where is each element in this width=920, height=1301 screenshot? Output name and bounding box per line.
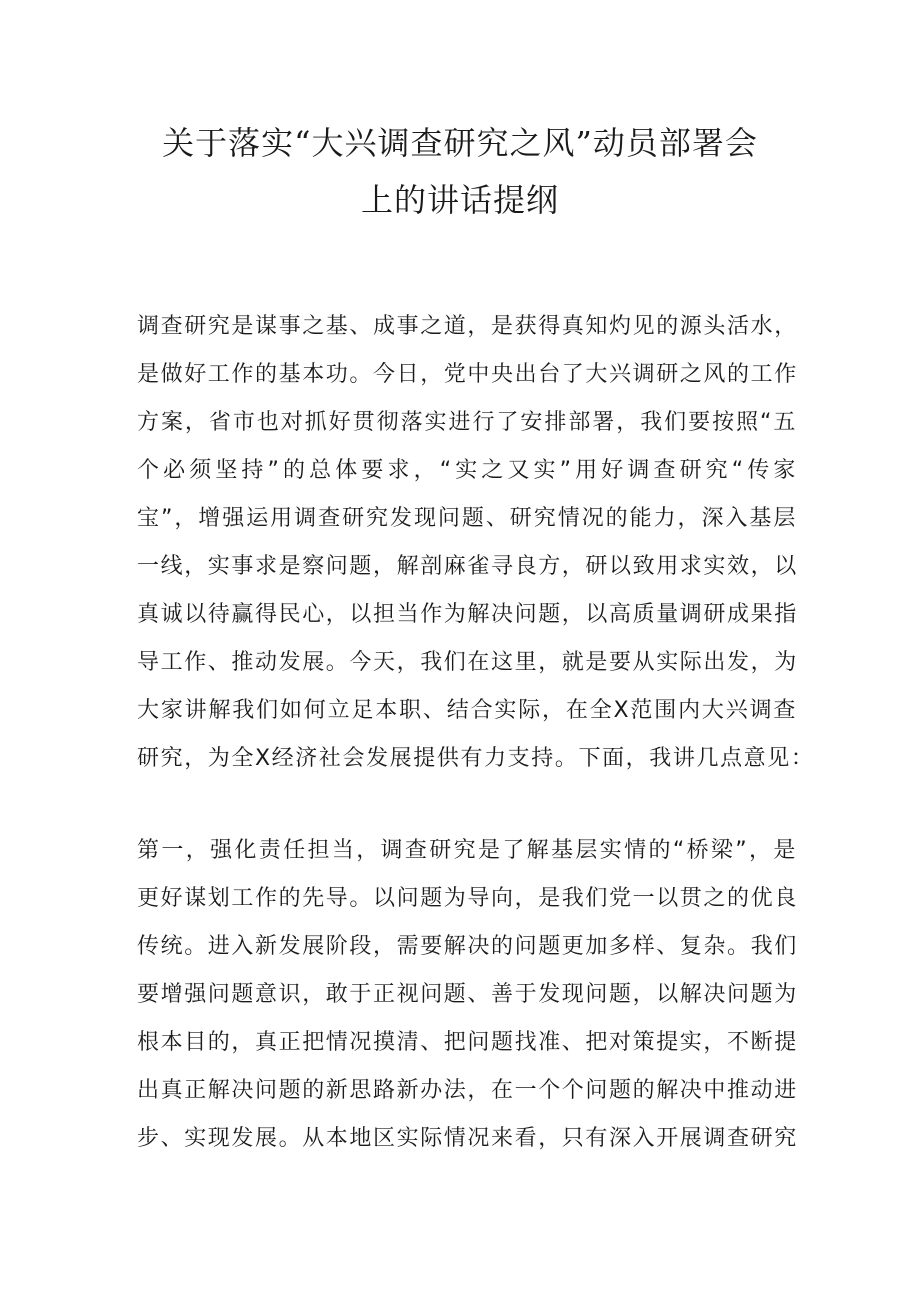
body-paragraph-2 [137,827,797,1163]
paragraph-line: 传统。进入新发展阶段，需要解决的问题更加多样、复杂。我们 [137,934,798,959]
paragraph-line: 个必须坚持”的总体要求，“实之又实”用好调查研究“传家 [137,458,797,483]
paragraph-line: 第一，强化责任担当，调查研究是了解基层实情的“桥梁”，是 [137,838,797,863]
document-title-line-1: 关于落实“大兴调查研究之风”动员部署会 [162,124,758,162]
paragraph-line: 调查研究是谋事之基、成事之道，是获得真知灼见的源头活水， [137,314,798,339]
document-title-line-2: 上的讲话提纲 [360,181,559,219]
paragraph-line: 出真正解决问题的新思路新办法，在一个个问题的解决中推动进 [137,1078,798,1103]
paragraph-line: 要增强问题意识，敢于正视问题、善于发现问题，以解决问题为 [137,982,798,1007]
paragraph-line: 大家讲解我们如何立足本职、结合实际，在全X范围内大兴调查 [137,698,797,723]
paragraph-line: 方案，省市也对抓好贯彻落实进行了安排部署，我们要按照“五 [137,410,797,435]
paragraph-line: 根本目的，真正把情况摸清、把问题找准、把对策提实，不断提 [137,1030,798,1055]
paragraph-line: 步、实现发展。从本地区实际情况来看，只有深入开展调查研究 [137,1126,798,1151]
paragraph-line: 是做好工作的基本功。今日，党中央出台了大兴调研之风的工作 [137,362,798,387]
paragraph-line: 真诚以待赢得民心，以担当作为解决问题，以高质量调研成果指 [137,602,798,627]
body-paragraph-1 [137,303,815,783]
paragraph-line: 一线，实事求是察问题，解剖麻雀寻良方，研以致用求实效，以 [137,554,798,579]
paragraph-line: 导工作、推动发展。今天，我们在这里，就是要从实际出发，为 [137,650,798,675]
paragraph-line: 宝”，增强运用调查研究发现问题、研究情况的能力，深入基层 [137,506,797,531]
paragraph-line: 更好谋划工作的先导。以问题为导向，是我们党一以贯之的优良 [137,886,798,911]
paragraph-line: 研究，为全X经济社会发展提供有力支持。下面，我讲几点意见： [137,746,815,771]
